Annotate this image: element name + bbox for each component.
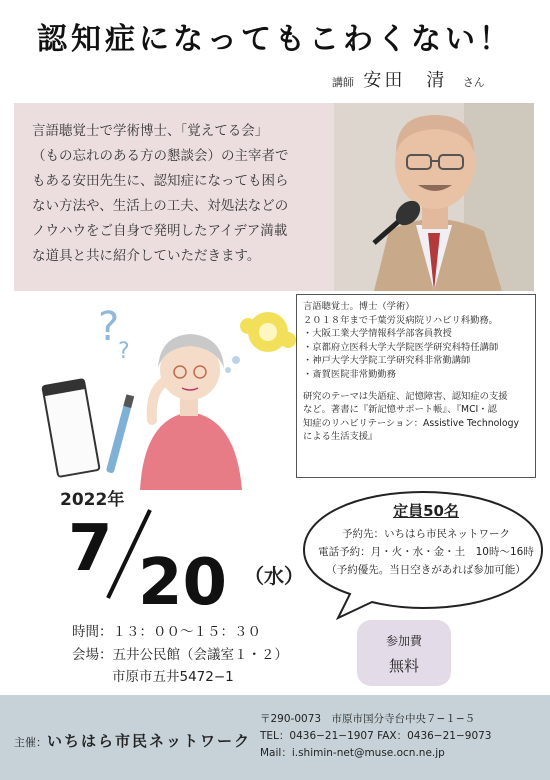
research-line: など。著書に『新記憶サポート帳』、『MCI・認 xyxy=(303,404,497,416)
reservation-info xyxy=(310,500,542,579)
tel-fax: TEL：0436−21−1907 FAX：0436−21−9073 xyxy=(260,730,492,742)
speaker-line xyxy=(332,66,485,92)
intro-text xyxy=(32,119,332,269)
footer xyxy=(0,695,550,780)
intro-line: ない方法や、生活上の工夫、対処法などの xyxy=(32,198,289,214)
organizer xyxy=(14,730,251,751)
intro-line: ノウハウをご自身で発明したアイデア満載 xyxy=(32,223,288,239)
worried-woman-illustration xyxy=(40,300,300,490)
speaker-role: 講師 xyxy=(332,76,354,89)
profile-line: ・神戸大学大学院工学研究科非常勤講師 xyxy=(303,355,471,367)
event-date xyxy=(46,500,306,610)
reservation-line: 予約先：いちはら市民ネットワーク xyxy=(342,528,510,540)
speaker-honorific: さん xyxy=(462,76,485,89)
postal-address: 〒290-0073 市原市国分寺台中央７−１−５ xyxy=(260,713,476,725)
event-venue: 会場：五井公民館（会議室１・２） xyxy=(72,647,288,663)
speaker-profile-box xyxy=(296,294,536,478)
svg-text:?: ? xyxy=(118,339,130,364)
flower-thought-icon xyxy=(225,312,296,373)
fee-label: 参加費 xyxy=(385,634,422,648)
reservation-line: 電話予約：月・火・水・金・土 10時〜16時 xyxy=(318,546,534,558)
notepad-icon xyxy=(42,379,99,477)
event-time: 時間：１３：００〜１５：３０ xyxy=(72,624,261,640)
profile-line: ２０１８年まで千葉労災病院リハビリ科勤務。 xyxy=(303,314,498,326)
date-month: 7 xyxy=(68,512,113,586)
speaker-photo xyxy=(334,103,534,291)
organizer-prefix: 主催： xyxy=(14,736,47,749)
svg-text:?: ? xyxy=(98,304,120,350)
speaker-name: 安田 清 xyxy=(363,70,448,91)
profile-line: ・斎賀医院非常勤勤務 xyxy=(303,368,396,380)
intro-panel xyxy=(14,103,534,291)
research-line: による生活支援』 xyxy=(303,431,378,443)
reservation-line: （予約優先。当日空きがあれば参加可能） xyxy=(326,564,526,576)
research-line: 知症のリハビリテーション：Assistive Technology xyxy=(303,417,519,429)
date-day: 20 xyxy=(138,546,228,610)
fee-value: 無料 xyxy=(388,657,419,675)
research-line: 研究のテーマは失語症、記憶障害、認知症の支援 xyxy=(303,390,508,402)
event-weekday: （水） xyxy=(244,564,304,588)
intro-line: もある安田先生に、認知症になっても困ら xyxy=(32,173,289,189)
profile-line: ・大阪工業大学情報科学部客員教授 xyxy=(303,328,452,340)
organizer-name: いちはら市民ネットワーク xyxy=(47,732,252,750)
email-address: Mail：i.shimin-net@muse.ocn.ne.jp xyxy=(260,747,445,759)
pen-icon xyxy=(106,394,134,473)
event-address: 市原市五井5472−1 xyxy=(112,669,234,685)
profile-line: ・京都府立医科大学大学院医学研究科特任講師 xyxy=(303,341,499,353)
profile-line: 言語聴覚士。博士（学術） xyxy=(303,301,415,312)
intro-line: な道具と共に紹介していただきます。 xyxy=(32,248,261,264)
intro-line: （もの忘れのある方の懇談会）の主宰者で xyxy=(32,148,289,164)
flyer-title: 認知症になってもこわくない！ xyxy=(37,22,513,57)
capacity: 定員50名 xyxy=(393,502,459,520)
fee-badge xyxy=(357,620,451,686)
event-year: 2022年 xyxy=(60,490,125,510)
intro-line: 言語聴覚士で学術博士、「覚えてる会」 xyxy=(32,123,269,139)
contact-info xyxy=(260,711,492,762)
